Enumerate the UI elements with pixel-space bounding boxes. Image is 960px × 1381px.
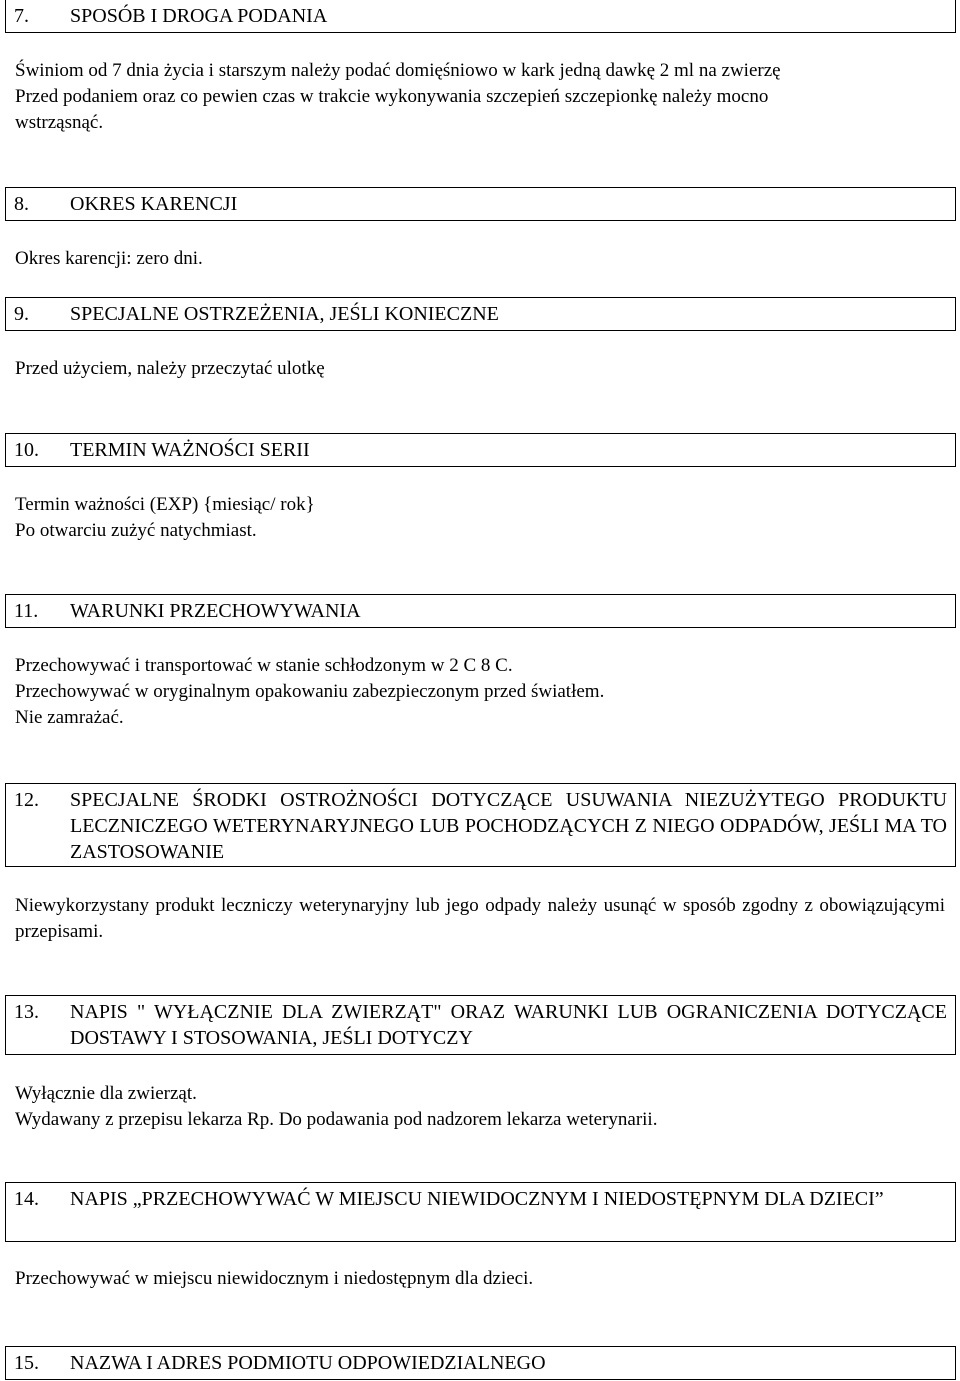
section-14-body: [15, 1266, 945, 1292]
section-title: TERMIN WAŻNOŚCI SERII: [70, 439, 310, 461]
section-number: 7.: [14, 5, 29, 27]
body-line: Świniom od 7 dnia życia i starszym należy podać domięśniowo w kark jedną dawkę 2 ml na zwierzę: [15, 60, 781, 81]
section-14-header: [5, 1182, 956, 1242]
section-9-body: [15, 356, 945, 382]
section-title: NAPIS „PRZECHOWYWAĆ W MIEJSCU NIEWIDOCZNYM I NIEDOSTĘPNYM DLA DZIECI”: [70, 1188, 884, 1210]
body-line: Nie zamrażać.: [15, 707, 124, 729]
section-title: NAPIS " WYŁĄCZNIE DLA ZWIERZĄT" ORAZ WARUNKI LUB OGRANICZENIA DOTYCZĄCE DOSTAWY I STOSOWANIA, JEŚLI DOTYCZY: [70, 1001, 947, 1049]
section-title: WARUNKI PRZECHOWYWANIA: [70, 600, 361, 622]
section-13-header: [5, 995, 956, 1055]
body-line: Przed użyciem, należy przeczytać ulotkę: [15, 358, 325, 379]
section-title: NAZWA I ADRES PODMIOTU ODPOWIEDZIALNEGO: [70, 1352, 546, 1374]
section-12-header: [5, 783, 956, 867]
section-15-header: [5, 1346, 956, 1380]
body-line: Przed podaniem oraz co pewien czas w trakcie wykonywania szczepień szczepionkę należy mocno: [15, 86, 769, 108]
body-line: Po otwarciu zużyć natychmiast.: [15, 520, 257, 542]
body-line: Przechowywać w oryginalnym opakowaniu zabezpieczonym przed światłem.: [15, 681, 605, 703]
section-number: 9.: [14, 303, 29, 325]
section-11-header: [5, 594, 956, 628]
section-number: 14.: [14, 1188, 39, 1210]
section-number: 11.: [14, 600, 39, 622]
section-8-header: [5, 187, 956, 221]
section-10-header: [5, 433, 956, 467]
body-line: Przechowywać w miejscu niewidocznym i niedostępnym dla dzieci.: [15, 1268, 534, 1289]
section-number: 13.: [14, 1001, 39, 1023]
section-number: 12.: [14, 789, 39, 811]
section-title: SPECJALNE ŚRODKI OSTROŻNOŚCI DOTYCZĄCE USUWANIA NIEZUŻYTEGO PRODUKTU LECZNICZEGO WETERYNARYJNEGO LUB POCHODZĄCYCH Z NIEGO ODPADÓW, JEŚLI MA TO ZASTOSOWANIE: [70, 789, 947, 863]
section-number: 10.: [14, 439, 39, 461]
section-title: SPECJALNE OSTRZEŻENIA, JEŚLI KONIECZNE: [70, 303, 499, 325]
body-line: Wyłącznie dla zwierząt.: [15, 1083, 197, 1104]
body-line: Termin ważności (EXP) {miesiąc/ rok}: [15, 494, 315, 515]
body-line: Wydawany z przepisu lekarza Rp. Do podawania pod nadzorem lekarza weterynarii.: [15, 1109, 658, 1131]
section-number: 8.: [14, 193, 29, 215]
section-12-body: [15, 893, 945, 945]
body-line: Przechowywać i transportować w stanie schłodzonym w 2 C 8 C.: [15, 655, 513, 676]
body-paragraph: Niewykorzystany produkt leczniczy weterynaryjny lub jego odpady należy usunąć w sposób zgodny z obowiązującymi przepisami.: [15, 895, 945, 943]
section-title: SPOSÓB I DROGA PODANIA: [70, 5, 328, 27]
body-line: wstrząsnąć.: [15, 112, 104, 134]
section-8-body: [15, 246, 945, 272]
section-11-body: [15, 653, 945, 732]
section-10-body: [15, 492, 945, 544]
section-7-header: [5, 0, 956, 33]
section-13-body: [15, 1081, 945, 1133]
body-line: Okres karencji: zero dni.: [15, 248, 203, 269]
section-7-body: [15, 58, 945, 137]
section-title: OKRES KARENCJI: [70, 193, 238, 215]
section-number: 15.: [14, 1352, 39, 1374]
section-9-header: [5, 297, 956, 331]
